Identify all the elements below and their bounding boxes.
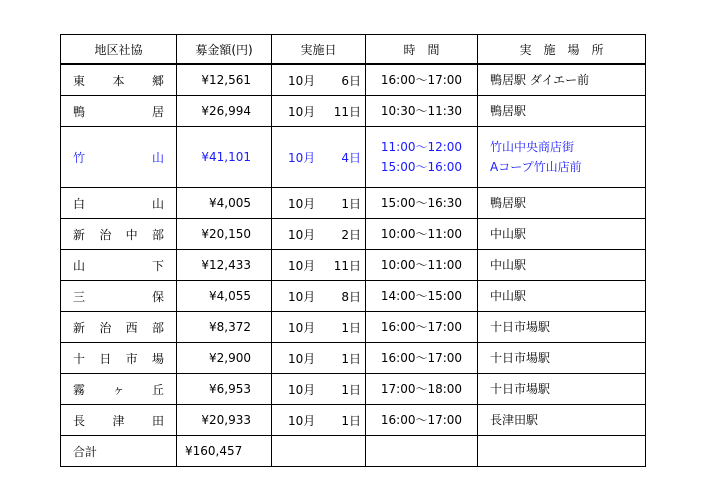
date-month: 10月 (288, 150, 316, 165)
amount-cell: ¥26,994 (177, 96, 272, 127)
date-cell (272, 312, 366, 343)
area-char: 山 (151, 196, 164, 211)
table-row (61, 64, 646, 96)
place-cell (478, 127, 646, 188)
area-cell (61, 219, 177, 250)
date-cell (272, 188, 366, 219)
date-day: 11日 (333, 258, 361, 273)
table-row (61, 312, 646, 343)
date-day: 1日 (341, 351, 361, 366)
area-char: 鴨 (73, 104, 86, 119)
area-char: 山 (151, 150, 164, 165)
empty-cell (272, 436, 366, 467)
date-day: 1日 (341, 413, 361, 428)
place-cell (478, 374, 646, 405)
total-amount: ¥160,457 (177, 436, 272, 467)
amount-cell: ¥41,101 (177, 127, 272, 188)
place-name: 鴨居駅 (490, 104, 527, 118)
date-cell (272, 64, 366, 96)
area-char: 居 (151, 104, 164, 119)
area-char: 本 (112, 73, 125, 88)
date-cell (272, 374, 366, 405)
time-cell (366, 374, 478, 405)
date-month: 10月 (288, 104, 316, 119)
area-char: 郷 (151, 73, 164, 88)
area-char: 日 (99, 351, 112, 366)
area-char: 山 (73, 258, 86, 273)
area-char: 新 (73, 320, 86, 335)
date-cell (272, 250, 366, 281)
date-month: 10月 (288, 382, 316, 397)
date-day: 4日 (341, 150, 361, 165)
empty-cell (366, 436, 478, 467)
date-cell (272, 405, 366, 436)
date-cell (272, 96, 366, 127)
time-cell (366, 64, 478, 96)
table-row (61, 250, 646, 281)
amount-cell: ¥12,561 (177, 64, 272, 96)
area-char: 三 (73, 289, 86, 304)
area-char: 東 (73, 73, 86, 88)
header-time: 時 間 (366, 35, 478, 65)
date-day: 1日 (341, 320, 361, 335)
table-row (61, 219, 646, 250)
place-name: Aコープ竹山店前 (490, 160, 582, 174)
time-range: 15:00〜16:00 (380, 160, 463, 174)
date-month: 10月 (288, 320, 316, 335)
place-name: 中山駅 (490, 258, 527, 272)
area-char: 西 (125, 320, 138, 335)
area-char: 市 (125, 351, 138, 366)
header-amount: 募金額(円) (177, 35, 272, 65)
date-month: 10月 (288, 196, 316, 211)
fundraising-table (60, 34, 646, 467)
date-month: 10月 (288, 351, 316, 366)
amount-cell: ¥20,150 (177, 219, 272, 250)
place-cell (478, 219, 646, 250)
date-cell (272, 281, 366, 312)
area-cell (61, 96, 177, 127)
area-char: 新 (73, 227, 86, 242)
date-month: 10月 (288, 413, 316, 428)
place-cell (478, 250, 646, 281)
area-char: 丘 (151, 382, 164, 397)
area-char: ヶ (112, 382, 125, 397)
area-cell (61, 64, 177, 96)
amount-cell: ¥4,005 (177, 188, 272, 219)
place-cell (478, 64, 646, 96)
table-row (61, 96, 646, 127)
header-row (61, 35, 646, 65)
time-range: 11:00〜12:00 (380, 140, 463, 154)
time-cell (366, 188, 478, 219)
place-name: 鴨居駅 (490, 196, 527, 210)
total-label: 合計 (61, 436, 177, 467)
time-cell (366, 250, 478, 281)
area-cell (61, 250, 177, 281)
time-range: 16:00〜17:00 (380, 73, 463, 87)
area-cell (61, 281, 177, 312)
place-name: 十日市場駅 (490, 351, 551, 365)
time-cell (366, 405, 478, 436)
area-char: 津 (112, 413, 125, 428)
time-cell (366, 343, 478, 374)
table-row (61, 343, 646, 374)
place-name: 鴨居駅 ダイエー前 (490, 73, 590, 87)
area-cell (61, 405, 177, 436)
table-row (61, 374, 646, 405)
place-cell (478, 281, 646, 312)
date-month: 10月 (288, 73, 316, 88)
date-day: 8日 (341, 289, 361, 304)
amount-cell: ¥12,433 (177, 250, 272, 281)
header-place: 実 施 場 所 (478, 35, 646, 65)
date-month: 10月 (288, 227, 316, 242)
area-char: 治 (99, 227, 112, 242)
amount-cell: ¥6,953 (177, 374, 272, 405)
date-cell (272, 343, 366, 374)
place-name: 竹山中央商店街 (490, 140, 575, 154)
date-day: 2日 (341, 227, 361, 242)
place-cell (478, 405, 646, 436)
table-row (61, 188, 646, 219)
area-char: 竹 (73, 150, 86, 165)
area-cell (61, 374, 177, 405)
time-range: 10:00〜11:00 (380, 227, 463, 241)
amount-cell: ¥8,372 (177, 312, 272, 343)
table-row (61, 281, 646, 312)
date-day: 1日 (341, 196, 361, 211)
date-month: 10月 (288, 289, 316, 304)
time-cell (366, 127, 478, 188)
date-cell (272, 219, 366, 250)
place-cell (478, 343, 646, 374)
place-name: 中山駅 (490, 289, 527, 303)
area-char: 場 (151, 351, 164, 366)
time-range: 16:00〜17:00 (380, 320, 463, 334)
area-char: 田 (151, 413, 164, 428)
time-range: 10:30〜11:30 (380, 104, 463, 118)
place-name: 十日市場駅 (490, 320, 551, 334)
date-day: 11日 (333, 104, 361, 119)
place-cell (478, 96, 646, 127)
area-char: 霧 (73, 382, 86, 397)
place-name: 中山駅 (490, 227, 527, 241)
header-area: 地区社協 (61, 35, 177, 65)
table-row (61, 405, 646, 436)
time-range: 10:00〜11:00 (380, 258, 463, 272)
amount-cell: ¥20,933 (177, 405, 272, 436)
area-char: 白 (73, 196, 86, 211)
place-name: 長津田駅 (490, 413, 539, 427)
area-cell (61, 188, 177, 219)
area-cell (61, 343, 177, 374)
area-char: 十 (73, 351, 86, 366)
area-cell (61, 312, 177, 343)
empty-cell (478, 436, 646, 467)
area-char: 部 (151, 227, 164, 242)
area-char: 保 (151, 289, 164, 304)
time-range: 16:00〜17:00 (380, 413, 463, 427)
table-row (61, 127, 646, 188)
area-char: 治 (99, 320, 112, 335)
time-range: 16:00〜17:00 (380, 351, 463, 365)
time-cell (366, 219, 478, 250)
time-cell (366, 312, 478, 343)
amount-cell: ¥2,900 (177, 343, 272, 374)
place-name: 十日市場駅 (490, 382, 551, 396)
amount-cell: ¥4,055 (177, 281, 272, 312)
place-cell (478, 188, 646, 219)
place-cell (478, 312, 646, 343)
area-char: 長 (73, 413, 86, 428)
time-cell (366, 96, 478, 127)
date-month: 10月 (288, 258, 316, 273)
time-cell (366, 281, 478, 312)
time-range: 14:00〜15:00 (380, 289, 463, 303)
date-day: 6日 (341, 73, 361, 88)
area-char: 下 (151, 258, 164, 273)
area-char: 中 (125, 227, 138, 242)
area-char: 部 (151, 320, 164, 335)
area-cell (61, 127, 177, 188)
total-row (61, 436, 646, 467)
time-range: 17:00〜18:00 (380, 382, 463, 396)
date-day: 1日 (341, 382, 361, 397)
time-range: 15:00〜16:30 (380, 196, 463, 210)
date-cell (272, 127, 366, 188)
header-date: 実施日 (272, 35, 366, 65)
